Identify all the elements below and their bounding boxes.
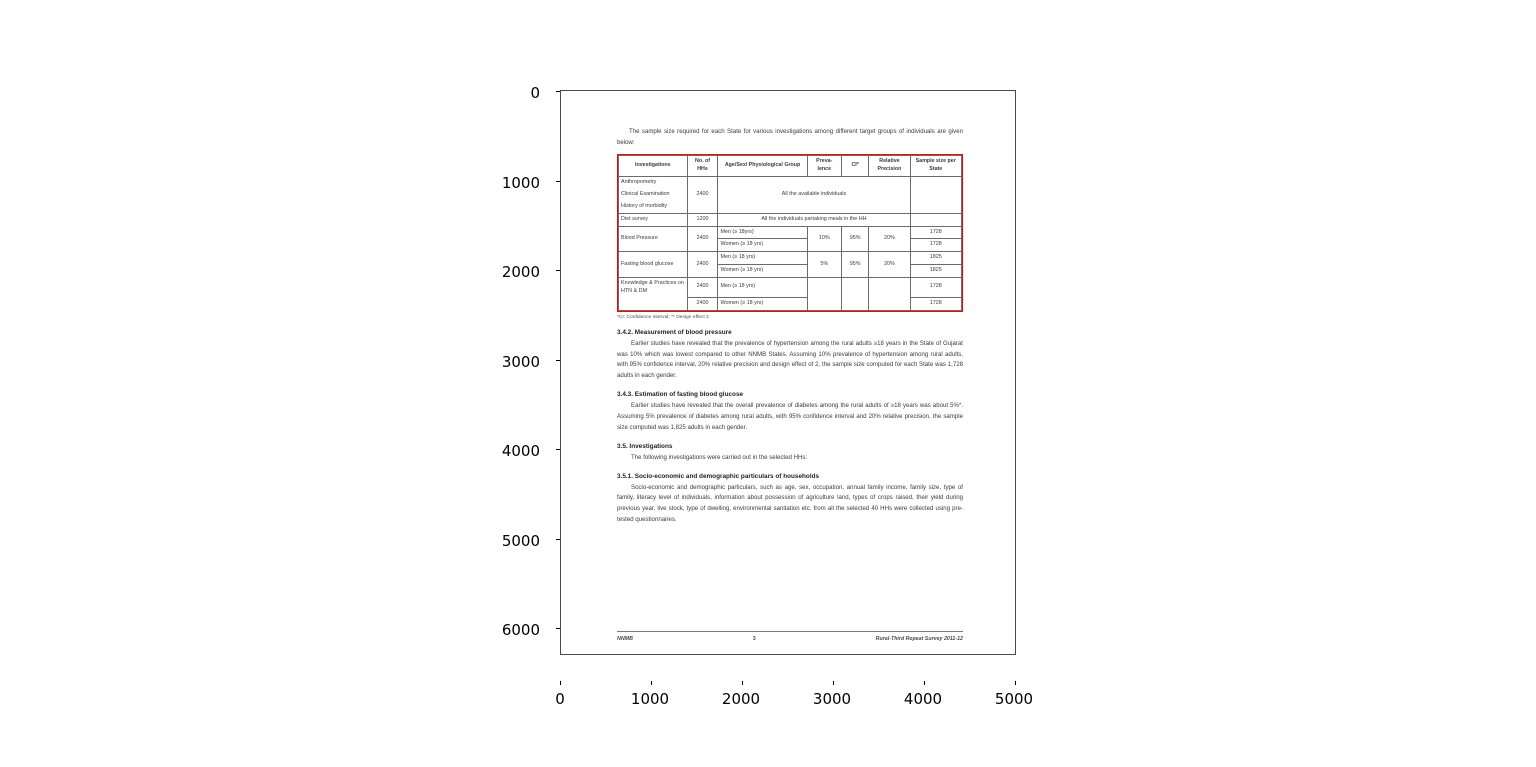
section-paragraph-3-4-3: Earlier studies have revealed that the overall prevalence of diabetes among the rural adults of ≥18 years was about 5%*. Assuming 5% prevalence of diabetes among rural adults, with 95% confidence interval and 20% relative precision, the sample size computed was 1,825 adults in each gender. [617, 402, 963, 431]
cell-investigation: Blood Pressure [619, 226, 688, 252]
footer-divider [617, 631, 963, 632]
cell-investigation-cont [619, 297, 688, 310]
section-heading-3-5: 3.5. Investigations [617, 442, 673, 450]
x-tick-mark [651, 681, 652, 685]
x-tick-0: 0 [555, 690, 565, 708]
x-tick-mark [742, 681, 743, 685]
cell-investigation: Diet survey [619, 213, 688, 226]
cell-precision: 20% [869, 252, 910, 278]
cell-sample-size [910, 213, 961, 226]
section-heading-3-4-3: 3.4.3. Estimation of fasting blood glucose [617, 391, 744, 399]
cell-group: All the individuals partaking meals in the HH [718, 213, 910, 226]
cell-investigation: Knowledge & Practices on HTN & DM [619, 277, 688, 297]
cell-investigation: Anthropometry [619, 177, 688, 189]
x-tick-1000: 1000 [630, 690, 670, 708]
col-group: Age/Sex/ Physiological Group [718, 156, 807, 177]
cell-hhs: 2400 [687, 226, 718, 252]
x-tick-3000: 3000 [812, 690, 852, 708]
section-paragraph-3-5: The following investigations were carried out in the selected HHs: [631, 453, 808, 461]
footer-right: Rural-Third Repeat Survey 2011-12 [875, 636, 963, 642]
cell-group-women: Women (≥ 18 yrs) [718, 239, 807, 252]
section-paragraph-3-4-2: Earlier studies have revealed that the prevalence of hypertension among the rural adults ≥18 years in the State of Gujarat was 10% which was lowest compared to other NNMB States. Assuming 10% prevalence of hypertension among rural adults, with 95% confidence interval, 20% relative precision and design effect of 2, the sample size computed for each State was 1,728 adults in each gender. [617, 339, 963, 380]
sample-size-table [618, 155, 962, 310]
x-tick-mark [924, 681, 925, 685]
x-tick-mark [560, 681, 561, 685]
col-sample-size: Sample size per State [910, 156, 961, 177]
cell-precision: 20% [869, 226, 910, 252]
cell-investigation: Clinical Examination [619, 189, 688, 201]
intro-paragraph: The sample size required for each State for various investigations among different target groups of individuals are given below: [617, 128, 963, 146]
y-tick-2000: 2000 [501, 263, 540, 281]
cell-prevalence [807, 297, 841, 310]
cell-sample-size [910, 189, 961, 201]
cell-sample-size-men: 1728 [910, 277, 961, 297]
y-tick-0: 0 [530, 84, 540, 102]
page-footer [617, 636, 963, 642]
cell-prevalence: 5% [807, 252, 841, 278]
x-tick-2000: 2000 [721, 690, 761, 708]
section-paragraph-3-5-1: Socio-economic and demographic particulars, such as age, sex, occupation, annual family income, family size, type of family, literacy level of individuals, information about possession of agriculture land, types of crops raised, their yield during previous year, live stock, type of dwelling, environmental sanitation etc. from all the selected 40 HHs were collected using pre-tested questionnaires. [617, 483, 963, 524]
y-tick-1000: 1000 [501, 174, 540, 192]
footer-page-number: 3 [752, 636, 756, 642]
cell-sample-size-women: 1728 [910, 297, 961, 310]
table-header-row [619, 156, 962, 177]
sample-size-table-highlight [617, 154, 963, 311]
cell-group-women: Women (≥ 18 yrs) [718, 264, 807, 277]
cell-group-men: Men (≥ 18yrs) [718, 226, 807, 239]
section-heading-3-5-1: 3.5.1. Socio-economic and demographic particulars of households [617, 472, 820, 480]
cell-investigation: History of morbidity [619, 201, 688, 213]
document-page-image [560, 90, 1016, 655]
section-heading-3-4-2: 3.4.2. Measurement of blood pressure [617, 328, 732, 336]
cell-ci: 95% [841, 252, 868, 278]
cell-ci [841, 297, 868, 310]
y-tick-3000: 3000 [501, 353, 540, 371]
cell-hhs: 2400 [687, 277, 718, 297]
cell-sample-size-men: 1825 [910, 252, 961, 265]
cell-sample-size [910, 177, 961, 189]
y-tick-4000: 4000 [501, 442, 540, 460]
y-tick-5000: 5000 [501, 532, 540, 550]
cell-sample-size-women: 1728 [910, 239, 961, 252]
x-tick-5000: 5000 [994, 690, 1034, 708]
cell-group-women: Women (≥ 18 yrs) [718, 297, 807, 310]
cell-prevalence: 10% [807, 226, 841, 252]
table-row [619, 297, 962, 310]
cell-hhs: 2400 [687, 177, 718, 213]
x-tick-mark [833, 681, 834, 685]
table-row [619, 213, 962, 226]
footer-left: NNMB [617, 636, 633, 642]
col-no-of-hhs: No. of HHs [687, 156, 718, 177]
document-body [617, 127, 963, 528]
table-row [619, 252, 962, 265]
x-tick-mark [1015, 681, 1016, 685]
cell-group-men: Men (≥ 18 yrs) [718, 277, 807, 297]
cell-hhs: 1200 [687, 213, 718, 226]
y-tick-6000: 6000 [501, 621, 540, 639]
table-row [619, 277, 962, 297]
col-relative-precision: Relative Precision [869, 156, 910, 177]
cell-sample-size [910, 201, 961, 213]
cell-ci: 95% [841, 226, 868, 252]
page-content [561, 91, 1015, 654]
table-row [619, 177, 962, 189]
col-ci: CI* [841, 156, 868, 177]
cell-ci [841, 277, 868, 297]
cell-precision [869, 297, 910, 310]
cell-group: All the available individuals [718, 177, 910, 213]
col-prevalence: Preva- lence [807, 156, 841, 177]
cell-investigation: Fasting blood glucose [619, 252, 688, 278]
cell-precision [869, 277, 910, 297]
x-tick-4000: 4000 [903, 690, 943, 708]
cell-group-men: Men (≥ 18 yrs) [718, 252, 807, 265]
cell-sample-size-men: 1728 [910, 226, 961, 239]
table-row [619, 226, 962, 239]
cell-prevalence [807, 277, 841, 297]
col-investigations: Investigations [619, 156, 688, 177]
table-footnote: *CI: Confidence interval; ** Design effect 2 [617, 314, 709, 320]
cell-hhs: 2400 [687, 297, 718, 310]
cell-sample-size-women: 1825 [910, 264, 961, 277]
cell-hhs: 2400 [687, 252, 718, 278]
